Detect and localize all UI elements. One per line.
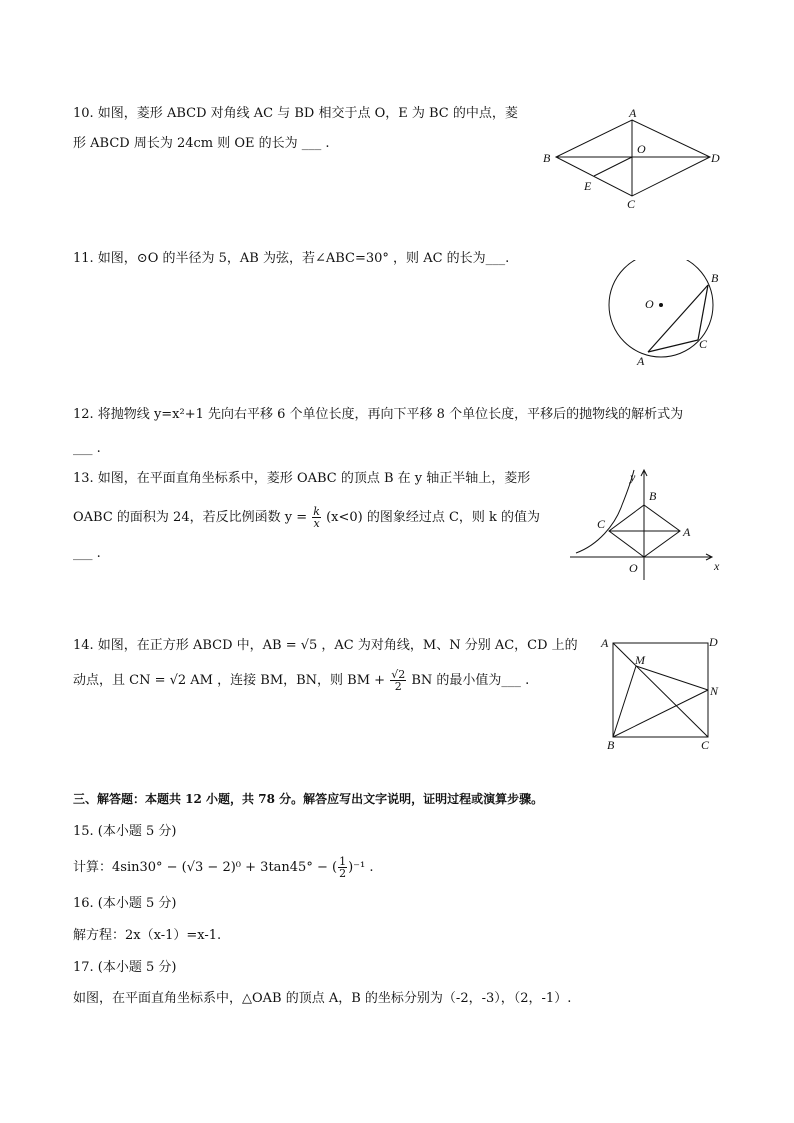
label-x: x bbox=[714, 559, 720, 573]
coordinate-figure bbox=[565, 465, 730, 580]
label-N: N bbox=[710, 684, 719, 698]
label-A: A bbox=[637, 354, 645, 368]
label-A: A bbox=[601, 636, 609, 650]
label-O: O bbox=[629, 561, 638, 575]
label-C: C bbox=[597, 517, 606, 531]
square-figure bbox=[595, 630, 730, 755]
q10-line2: 形 ABCD 周长为 24cm 则 OE 的长为 ___ . bbox=[73, 136, 330, 151]
q14-line1: 14. 如图，在正方形 ABCD 中，AB = √5 ，AC 为对角线，M、N 分别 AC，CD 上的 bbox=[73, 638, 578, 653]
label-C: C bbox=[699, 337, 708, 351]
q16-header: 16. (本小题 5 分) bbox=[73, 896, 177, 911]
q16-body: 解方程：2x（x-1）=x-1. bbox=[73, 928, 222, 943]
rhombus-figure bbox=[535, 104, 735, 214]
circle-figure bbox=[605, 260, 730, 370]
label-M: M bbox=[635, 653, 645, 667]
label-A: A bbox=[629, 106, 637, 120]
label-A: A bbox=[683, 525, 691, 539]
q13-line1: 13. 如图，在平面直角坐标系中，菱形 OABC 的顶点 B 在 y 轴正半轴上，菱形 bbox=[73, 471, 531, 486]
q12-line1: 12. 将抛物线 y=x²+1 先向右平移 6 个单位长度，再向下平移 8 个单位长度，平移后的抛物线的解析式为 bbox=[73, 407, 684, 422]
q11-line1: 11. 如图，⊙O 的半径为 5，AB 为弦，若∠ABC=30° ，则 AC 的长为___. bbox=[73, 251, 510, 266]
label-D: D bbox=[709, 635, 718, 649]
label-D: D bbox=[711, 151, 720, 165]
q17-body: 如图，在平面直角坐标系中，△OAB 的顶点 A，B 的坐标分别为（-2，-3），（2，-1）. bbox=[73, 991, 572, 1006]
section-3-heading: 三、解答题：本题共 12 小题，共 78 分。解答应写出文字说明，证明过程或演算步骤。 bbox=[73, 792, 544, 806]
q15-body: 计算：4sin30° − (√3 − 2)⁰ + 3tan45° − ( $\frac{1}{2}$ )⁻¹ . bbox=[73, 855, 374, 880]
label-O: O bbox=[637, 142, 646, 156]
q17-header: 17. (本小题 5 分) bbox=[73, 960, 177, 975]
label-B: B bbox=[649, 489, 657, 503]
q10-line1: 10. 如图，菱形 ABCD 对角线 AC 与 BD 相交于点 O，E 为 BC 的中点，菱 bbox=[73, 106, 518, 121]
q14-line2: 动点，且 CN = √2 AM ，连接 BM，BN，则 BM + $\frac{√2}{2}$ BN 的最小值为___ . bbox=[73, 668, 530, 693]
label-B: B bbox=[543, 151, 551, 165]
fraction-one-half: $\frac{1}{2}$ bbox=[339, 855, 347, 880]
label-O: O bbox=[645, 297, 654, 311]
q13-line2: OABC 的面积为 24，若反比例函数 y = $\frac{k}{x}$ (x<0) 的图象经过点 C，则 k 的值为 bbox=[73, 505, 541, 530]
label-C: C bbox=[701, 738, 710, 752]
label-y: y bbox=[630, 470, 636, 484]
label-E: E bbox=[584, 179, 592, 193]
label-B: B bbox=[607, 738, 615, 752]
fraction-k-over-x: $\frac{k}{x}$ bbox=[313, 505, 320, 530]
q15-header: 15. (本小题 5 分) bbox=[73, 824, 177, 839]
fraction-sqrt2-over-2: $\frac{√2}{2}$ bbox=[391, 668, 406, 693]
label-C: C bbox=[627, 197, 636, 211]
q13-line3: ___ . bbox=[73, 546, 101, 561]
label-B: B bbox=[711, 271, 719, 285]
q12-line2: ___ . bbox=[73, 441, 101, 456]
